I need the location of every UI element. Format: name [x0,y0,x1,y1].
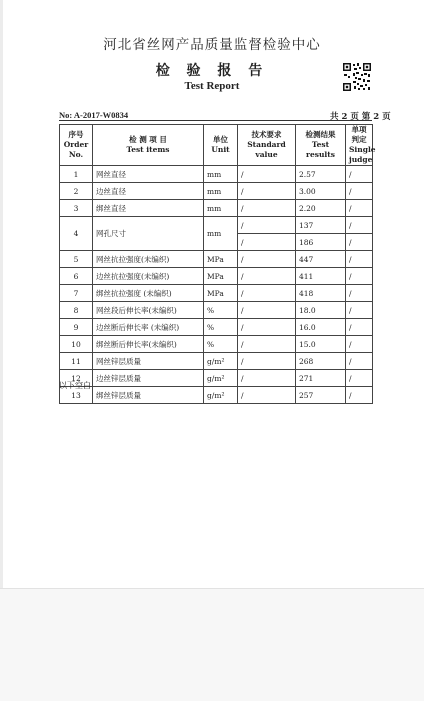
row-standard: / [238,336,296,353]
row-standard: / [238,217,296,234]
column-header-result: 检测结果 Test results [296,125,346,166]
row-standard: / [238,166,296,183]
row-item: 边丝直径 [93,183,204,200]
row-judge: / [346,234,373,251]
row-order: 6 [60,268,93,285]
column-header-unit: 单位 Unit [204,125,238,166]
row-judge: / [346,285,373,302]
table-row [60,285,373,302]
row-item: 绑丝断后伸长率(未编织) [93,336,204,353]
row-standard: / [238,302,296,319]
row-order: 12 [60,370,93,387]
row-unit: g/m² [204,387,238,404]
row-result: 268 [296,353,346,370]
row-result: 15.0 [296,336,346,353]
row-result: 411 [296,268,346,285]
table-row [60,251,373,268]
table-row [60,183,373,200]
row-standard: / [238,370,296,387]
row-result: 2.57 [296,166,346,183]
row-unit: mm [204,200,238,217]
row-standard: / [238,183,296,200]
row-standard: / [238,234,296,251]
row-item: 边丝断后伸长率 (未编织) [93,319,204,336]
row-standard: / [238,200,296,217]
row-standard: / [238,285,296,302]
row-item: 绑丝直径 [93,200,204,217]
row-order: 7 [60,285,93,302]
row-unit: mm [204,166,238,183]
row-result: 2.20 [296,200,346,217]
row-order: 5 [60,251,93,268]
header-rule [59,120,372,121]
row-judge: / [346,353,373,370]
row-item: 边丝抗拉强度(未编织) [93,268,204,285]
row-result: 18.0 [296,302,346,319]
row-result: 137 [296,217,346,234]
row-order: 10 [60,336,93,353]
row-unit: % [204,319,238,336]
row-order: 1 [60,166,93,183]
page-indicator: 共 2 页 第 2 页 [330,112,391,122]
row-order: 8 [60,302,93,319]
row-result: 271 [296,370,346,387]
row-judge: / [346,268,373,285]
column-header-item: 检 测 项 目 Test items [93,125,204,166]
table-header-row [60,125,373,166]
row-result: 16.0 [296,319,346,336]
row-judge: / [346,217,373,234]
row-item: 网丝直径 [93,166,204,183]
row-judge: / [346,166,373,183]
table-row [60,319,373,336]
row-judge: / [346,251,373,268]
table-row [60,370,373,387]
report-title-en: Test Report [184,80,240,92]
column-header-standard: 技术要求 Standard value [238,125,296,166]
row-standard: / [238,319,296,336]
table-row [60,217,373,234]
table-row [60,166,373,183]
row-result: 186 [296,234,346,251]
row-standard: / [238,268,296,285]
row-unit: g/m² [204,353,238,370]
end-of-content-note: 以下空白 [59,381,91,390]
test-results-table [59,124,376,404]
row-unit: % [204,302,238,319]
row-result: 418 [296,285,346,302]
table-row [60,387,373,404]
row-unit: g/m² [204,370,238,387]
table-row [60,200,373,217]
row-standard: / [238,353,296,370]
scan-bottom-area [0,588,424,701]
row-item: 网孔尺寸 [93,217,204,251]
report-number: No: A-2017-W0834 [59,110,129,120]
row-item: 网丝段后伸长率(未编织) [93,302,204,319]
row-item: 绑丝锌层质量 [93,387,204,404]
table-row [60,268,373,285]
row-order: 3 [60,200,93,217]
row-judge: / [346,336,373,353]
organization-name: 河北省丝网产品质量监督检验中心 [103,37,321,53]
column-header-order: 序号 Order No. [60,125,93,166]
qr-code-icon [342,62,372,92]
row-order: 13 [60,387,93,404]
row-unit: % [204,336,238,353]
row-judge: / [346,387,373,404]
row-judge: / [346,302,373,319]
table-row [60,336,373,353]
row-standard: / [238,251,296,268]
row-unit: MPa [204,285,238,302]
row-judge: / [346,370,373,387]
row-standard: / [238,387,296,404]
row-unit: MPa [204,251,238,268]
row-result: 3.00 [296,183,346,200]
table-row [60,353,373,370]
row-result: 257 [296,387,346,404]
report-title-cn: 检 验 报 告 [155,63,269,79]
row-unit: MPa [204,268,238,285]
row-unit: mm [204,217,238,251]
table-row [60,302,373,319]
column-header-judge: 单项判定 Single judge [346,125,373,166]
row-item: 网丝抗拉强度(未编织) [93,251,204,268]
row-order: 11 [60,353,93,370]
row-judge: / [346,200,373,217]
row-result: 447 [296,251,346,268]
row-order: 2 [60,183,93,200]
row-judge: / [346,183,373,200]
row-order: 9 [60,319,93,336]
row-item: 边丝锌层质量 [93,370,204,387]
row-item: 网丝锌层质量 [93,353,204,370]
row-order: 4 [60,217,93,251]
row-unit: mm [204,183,238,200]
row-judge: / [346,319,373,336]
row-item: 绑丝抗拉强度 (未编织) [93,285,204,302]
